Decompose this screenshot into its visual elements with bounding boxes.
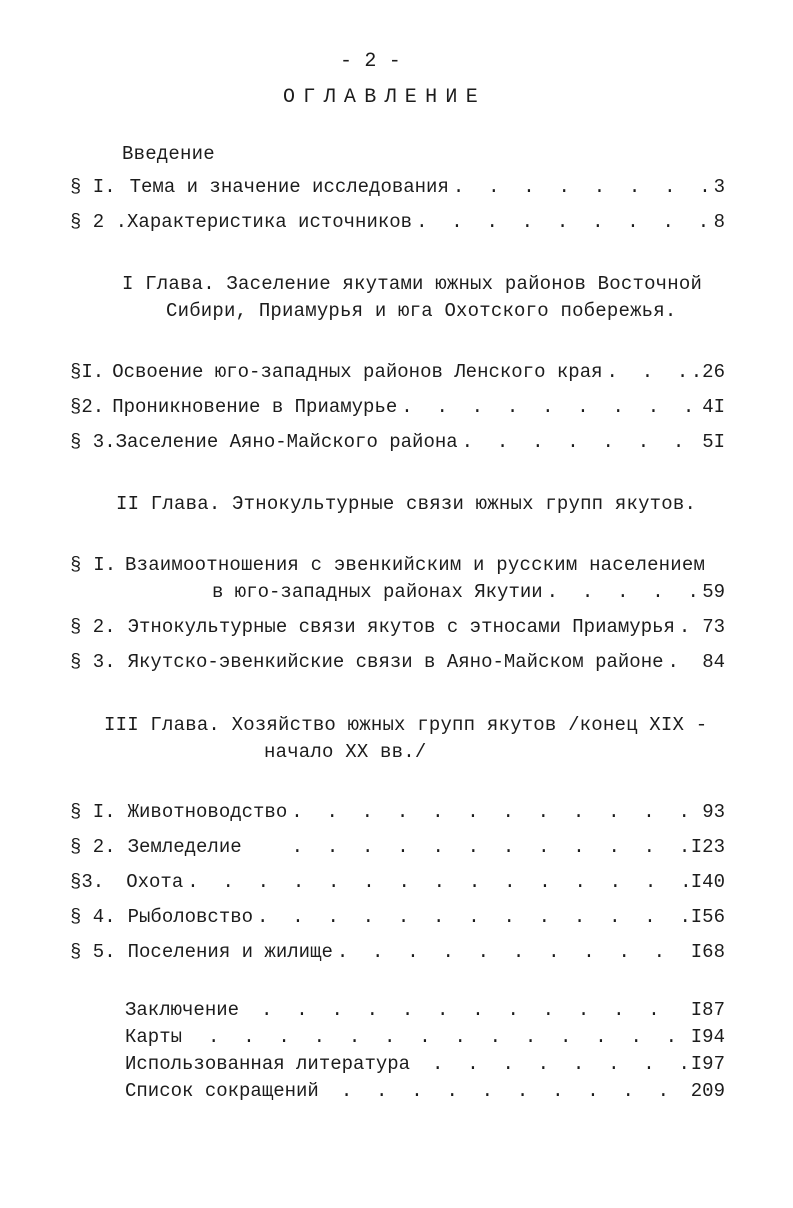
section-mark: §2.	[70, 396, 105, 418]
chapter-1-title-cont: Сибири, Приамурья и юга Охотского побережья.	[166, 300, 677, 322]
section-mark: § I.	[70, 554, 117, 576]
entry-page: I68	[690, 941, 725, 963]
section-mark: § 2.	[70, 616, 116, 638]
entry-page: I56	[690, 906, 725, 928]
toc-entry[interactable]	[70, 395, 725, 419]
dot-leader	[208, 1025, 687, 1049]
entry-page: I23	[690, 836, 725, 858]
section-mark: § 2.	[70, 836, 116, 858]
entry-title: Якутско-эвенкийские связи в Аяно-Майском районе	[127, 651, 664, 673]
entry-page: I94	[690, 1026, 725, 1048]
section-mark: § 2 .	[70, 211, 128, 233]
entry-page: I97	[690, 1053, 725, 1075]
entry-page: 4I	[702, 396, 725, 418]
dot-leader	[261, 998, 687, 1022]
entry-title: Тема и значение исследования	[129, 176, 449, 198]
dot-leader	[453, 175, 710, 199]
entry-page: 3	[713, 176, 725, 198]
entry-title: Заключение	[125, 999, 240, 1021]
entry-page: 8	[713, 211, 725, 233]
entry-page: 84	[702, 651, 725, 673]
entry-title: Животноводство	[127, 801, 288, 823]
dot-leader	[607, 360, 687, 384]
dot-leader	[337, 940, 687, 964]
entry-title-line1: Взаимоотношения с эвенкийским и русским населением	[125, 554, 706, 576]
entry-title: Освоение юго-западных районов Ленского края	[112, 361, 603, 383]
toc-entry[interactable]	[125, 1025, 725, 1049]
entry-title: Этнокультурные связи якутов с этносами Приамурья	[127, 616, 675, 638]
section-mark: § 3.	[70, 651, 116, 673]
chapter-3-title-cont: начало XX вв./	[264, 741, 427, 763]
toc-entry[interactable]	[70, 430, 725, 454]
dot-leader	[291, 800, 698, 824]
toc-entry[interactable]	[70, 800, 725, 824]
toc-entry[interactable]	[70, 905, 725, 929]
dot-leader	[257, 905, 687, 929]
section-mark: § I.	[70, 801, 116, 823]
dot-leader	[679, 615, 698, 639]
dot-leader	[187, 870, 687, 894]
dot-leader	[668, 650, 699, 674]
section-mark: § 3.	[70, 431, 116, 453]
entry-title: Земледелие	[127, 836, 242, 858]
entry-title: Рыболовство	[127, 906, 254, 928]
entry-title: Заселение Аяно-Майского района	[115, 431, 458, 453]
toc-entry[interactable]	[70, 835, 725, 859]
entry-title: Использованная литература	[125, 1053, 411, 1075]
toc-entry[interactable]	[70, 360, 725, 384]
dot-leader	[547, 580, 699, 604]
entry-page: 93	[702, 801, 725, 823]
entry-title: в юго-западных районах Якутии	[212, 581, 543, 603]
toc-entry[interactable]	[212, 580, 725, 604]
entry-title: Проникновение в Приамурье	[112, 396, 398, 418]
entry-page: .26	[690, 361, 725, 383]
entry-title: Характеристика источников	[127, 211, 413, 233]
toc-entry[interactable]	[70, 210, 725, 234]
section-mark: §I.	[70, 361, 105, 383]
entry-title: Охота	[126, 871, 184, 893]
dot-leader	[341, 1079, 687, 1103]
page-title: ОГЛАВЛЕНИЕ	[283, 86, 487, 109]
entry-page: 73	[702, 616, 725, 638]
chapter-2-title: II Глава. Этнокультурные связи южных групп якутов.	[116, 493, 697, 515]
section-mark: § 5.	[70, 941, 116, 963]
section-mark: §3.	[70, 871, 105, 893]
section-mark: § 4.	[70, 906, 116, 928]
chapter-3-title: III Глава. Хозяйство южных групп якутов /конец XIX -	[104, 714, 708, 736]
dot-leader	[416, 210, 710, 234]
dot-leader	[292, 835, 687, 859]
entry-page: 5I	[702, 431, 725, 453]
toc-entry[interactable]	[70, 870, 725, 894]
toc-entry[interactable]	[125, 1079, 725, 1103]
toc-entry[interactable]	[70, 940, 725, 964]
entry-page: 209	[690, 1080, 725, 1102]
dot-leader	[432, 1052, 687, 1076]
page-number: - 2 -	[340, 50, 402, 73]
entry-page: 59	[702, 581, 725, 603]
toc-entry[interactable]	[125, 1052, 725, 1076]
dot-leader	[401, 395, 698, 419]
toc-entry[interactable]	[125, 998, 725, 1022]
dot-leader	[462, 430, 699, 454]
chapter-1-title: I Глава. Заселение якутами южных районов Восточной	[122, 273, 703, 295]
intro-heading: Введение	[122, 143, 215, 165]
section-mark: § I.	[70, 176, 116, 198]
entry-page: I40	[690, 871, 725, 893]
toc-entry[interactable]	[70, 650, 725, 674]
entry-title: Поселения и жилище	[127, 941, 333, 963]
entry-page: I87	[690, 999, 725, 1021]
toc-entry[interactable]	[70, 175, 725, 199]
entry-title: Список сокращений	[125, 1080, 319, 1102]
entry-title: Карты	[125, 1026, 183, 1048]
toc-entry[interactable]	[70, 615, 725, 639]
